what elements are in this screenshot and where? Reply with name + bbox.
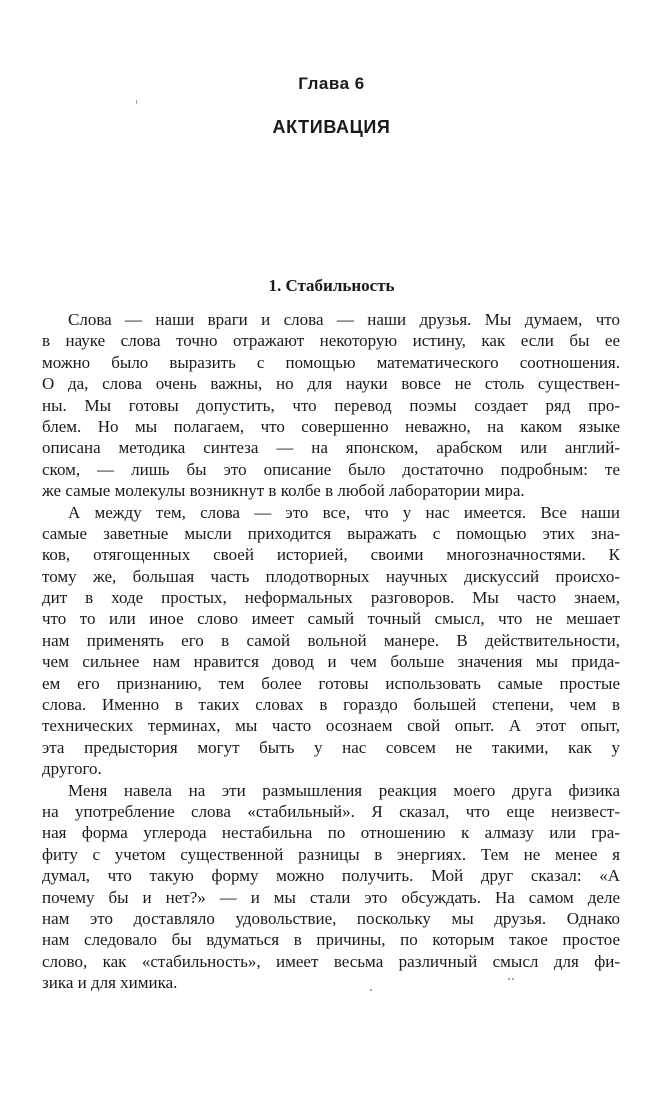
text-line: ском, — лишь бы это описание было достаточно подробным: те	[42, 459, 620, 479]
text-line: описана методика синтеза — на японском, арабском или англий-	[42, 438, 620, 458]
text-line: другого.	[42, 759, 102, 779]
text-line: фиту с учетом существенной разницы в энергиях. Тем не менее я	[42, 844, 620, 864]
text-line: зика и для химика.	[42, 973, 178, 993]
text-line: О да, слова очень важны, но для науки вовсе не столь существен-	[42, 374, 620, 394]
text-line: тому же, большая часть плодотворных научных дискуссий происхо-	[42, 566, 620, 586]
text-line: ны. Мы готовы допустить, что перевод поэмы создает ряд про-	[42, 395, 620, 415]
text-line: слова. Именно в таких словах в гораздо большей степени, чем в	[42, 695, 620, 715]
text-line: на употребление слова «стабильный». Я сказал, что еще неизвест-	[42, 801, 620, 821]
text-line: ем его признанию, тем более готовы использовать самые простые	[42, 673, 620, 693]
text-line: Слова — наши враги и слова — наши друзья. Мы думаем, что	[68, 310, 620, 329]
text-line: технических терминах, мы часто осознаем свой опыт. А этот опыт,	[42, 716, 620, 736]
text-line: нам это доставляло удовольствие, поскольку мы друзья. Однако	[42, 908, 620, 928]
text-line: ков, отягощенных своей историей, своими многозначностями. К	[42, 545, 620, 565]
chapter-title: АКТИВАЦИЯ	[272, 117, 391, 137]
text-line: чем сильнее нам нравится довод и чем больше значения мы прида-	[42, 652, 620, 672]
section-heading: 1. Стабильность	[268, 276, 395, 295]
paragraph	[42, 309, 620, 502]
text-line: нам следовало бы вдуматься в причины, по которым такое простое	[42, 930, 620, 950]
scan-speck	[512, 978, 514, 980]
text-line: дит в ходе простых, неформальных разговоров. Мы часто знаем,	[42, 588, 620, 608]
paragraph	[42, 502, 620, 780]
chapter-number: Глава 6	[298, 74, 365, 93]
text-line: ная форма углерода нестабильна по отношению к алмазу или гра-	[42, 823, 620, 843]
text-line: нам применять его в самой вольной манере. В действительности,	[42, 630, 620, 650]
text-line: что то или иное слово имеет самый точный смысл, что не мешает	[42, 609, 620, 629]
text-line: думал, что такую форму можно получить. Мой друг сказал: «А	[42, 866, 620, 886]
text-line: блем. Но мы полагаем, что совершенно неважно, на каком языке	[42, 416, 620, 436]
text-line: Меня навела на эти размышления реакция моего друга физика	[68, 780, 620, 800]
text-line: слово, как «стабильность», имеет весьма различный смысл для фи-	[42, 951, 620, 971]
text-line: эта предыстория могут быть у нас совсем не такими, как у	[42, 737, 620, 757]
scan-speck	[508, 978, 510, 980]
body-text	[42, 309, 620, 994]
text-line: А между тем, слова — это все, что у нас имеется. Все наши	[68, 502, 620, 522]
text-line: можно было выразить с помощью математического соотношения.	[42, 352, 620, 372]
text-line: почему бы и нет?» — и мы стали это обсуждать. На самом деле	[42, 887, 620, 907]
text-line: же самые молекулы возникнут в колбе в любой лаборатории мира.	[42, 481, 525, 501]
scan-speck	[136, 100, 137, 104]
scan-speck	[370, 989, 372, 991]
text-line: самые заветные мысли приходится выражать с помощью этих зна-	[42, 523, 620, 543]
paragraph	[42, 780, 620, 994]
text-line: в науке слова точно отражают некоторую истину, как если бы ее	[42, 331, 620, 351]
